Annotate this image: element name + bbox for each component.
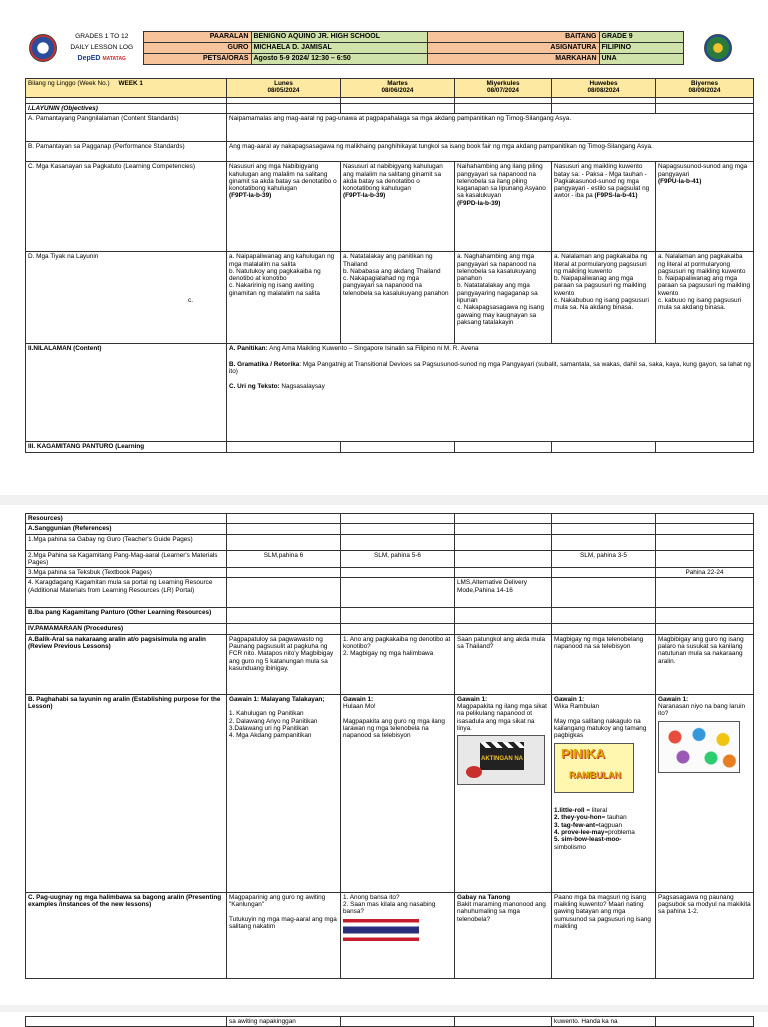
- review-tue: 1. Ano ang pagkakaiba ng denotibo at konotibo? 2. Magbigay ng mga halimbawa: [341, 634, 455, 694]
- dll-table-2: [25, 513, 754, 979]
- quarter-value: UNA: [599, 54, 683, 65]
- deped-wordmark: DepED MATATAG: [77, 55, 126, 62]
- procedures-title: IV.PAMAMARAAN (Procedures): [26, 624, 227, 634]
- purpose-mon: Gawain 1: Malayang Talakayan; 1. Kahulugan ng Panitikan 2. Dalawang Anyo ng Panitikan 3.Dalawang uri ng Panitikan 4. Mga Akdang pampanitikan: [227, 694, 341, 892]
- lm-pages-fri: [656, 550, 754, 568]
- grade-label: BAITANG: [427, 32, 599, 43]
- examples-wed: Gabay na Tanong Bakit maraming manonood ang nahuhumaling sa mga telenobela?: [455, 892, 552, 978]
- lm-pages-mon: SLM,pahina 6: [227, 550, 341, 568]
- deped-seal-icon: [29, 34, 57, 62]
- header-table: [25, 31, 753, 65]
- purpose-tue: Gawain 1: Hulaan Mo! Magpapakita ang guro ng mga ilang larawan ng mga telenobela na napanood sa telebisyon: [341, 694, 455, 892]
- date-value: Agosto 5-9 2024/ 12:30 – 6:50: [251, 54, 427, 65]
- review-fri: Magbibigay ang guro ng isang palaro na susukat sa kanilang natutunan mula sa nakaraang aralin.: [656, 634, 754, 694]
- tg-pages-label: 1.Mga pahina sa Gabay ng Guro (Teacher's Guide Pages): [26, 534, 227, 550]
- grades-label: GRADES 1 TO 12: [75, 33, 129, 40]
- week-cell: Bilang ng Linggo (Week No.) WEEK 1: [26, 79, 227, 98]
- content-standards-label: A. Pamantayang Pangnilalaman (Content Standards): [26, 114, 227, 142]
- purpose-label: B. Paghahabi sa layunin ng aralin (Establishing purpose for the Lesson): [26, 694, 227, 892]
- examples-thu: Paano mga ba magsuri ng isang maikling kuwento? Maari nating gawing batayan ang mga sumusunod sa pagsusuri ng isang maikling: [552, 892, 656, 978]
- specific-objectives-label: D. Mga Tiyak na Layunin c.: [26, 252, 227, 344]
- log-label: DAILY LESSON LOG: [70, 44, 134, 51]
- quarter-label: MARKAHAN: [427, 54, 599, 65]
- movie-board-label: AKTINGAN NA: [480, 748, 524, 770]
- review-label: A.Balik-Aral sa nakaraang aralin at/o pagsisimula ng aralin (Review Previous Lessons): [26, 634, 227, 694]
- competency-tue: Nasusuri at nabibigyang kahulugan ang malalim na salitang ginamit sa akda batay sa denotatibo o konotatibong kahulugan (F9PT-la-b-39): [341, 162, 455, 252]
- beyblade-toys-image: [658, 721, 740, 773]
- specific-objective-fri: a. Nalalaman ang pagkakaiba ng literal at pormularyong pagsusuri ng maikling kuwento b. Naipapaliwanag ang mga paraan sa pagsusuri ng maikling kwento c. kabuuo ng isang pagsusuri mula sa akdang binasa.: [656, 252, 754, 344]
- school-value: BENIGNO AQUINO JR. HIGH SCHOOL: [251, 32, 427, 43]
- materials-title: III. KAGAMITANG PANTURO (Learning: [26, 442, 227, 452]
- competency-wed: Naihahambing ang ilang piling pangyayari sa napanood na telenobela sa ilang piling kaganapan sa lipunang Asyano sa kasalukuyan (F9PD-la-b-39): [455, 162, 552, 252]
- day-header-fri: Biyernes 08/09/2024: [656, 79, 754, 98]
- specific-objective-thu: a. Nalalaman ang pagkakaiba ng literal at pormularyong pagsusuri ng maikling kuwento b. Naipapaliwanag ang mga paraan sa pagsusuri ng maikling kwento c. Nakabubuo ng isang pagsusuri mula sa. Na akdang binasa.: [552, 252, 656, 344]
- resources-cont: Resources): [26, 514, 227, 524]
- teacher-label: GURO: [143, 43, 251, 54]
- lm-pages-thu: SLM, pahina 3-5: [552, 550, 656, 568]
- competency-fri: Napagsusunod-sunod ang mga pangyayari (F9PU-la-b-41): [656, 162, 754, 252]
- lm-pages-wed: [455, 550, 552, 568]
- lr-portal-wed: LMS,Alternative Delivery Mode,Pahina 14-16: [455, 578, 552, 608]
- lm-pages-tue: SLM, pahina 5-6: [341, 550, 455, 568]
- pinika-text: PINIKA: [561, 745, 606, 761]
- content-standards-text: Naipamamalas ang mag-aaral ng pag-unawa at pagpapahalaga sa mga akdang pampanitikan ng Timog-Silangang Asya.: [227, 114, 754, 142]
- continued-thu: kuwento. Handa ka na: [552, 1017, 656, 1027]
- textbook-pages-thu: [552, 568, 656, 578]
- examples-fri: Pagsasagawa ng paunang pagsubok sa modyul na makikita sa pahina 1-2.: [656, 892, 754, 978]
- review-thu: Magbigay ng mga telenobelang napanood na sa telebisyon: [552, 634, 656, 694]
- review-mon: Pagpapatuloy sa pagwawasto ng Paunang pagsusulit at pagkuha ng FCR nito. Matapos nito'y Magbibigay ang guro ng 5 katanungan mula sa kasunduang ibinigay.: [227, 634, 341, 694]
- school-label: PAARALAN: [143, 32, 251, 43]
- wika-rambulan-image: [554, 743, 634, 793]
- subject-value: FILIPINO: [599, 43, 683, 54]
- performance-standards-text: Ang mag-aaral ay nakapagsasagawa ng malikhaing panghihikayat tungkol sa isang book fair ng mga akdang pampanitikan ng Timog-Silangang Asya.: [227, 142, 754, 162]
- page-3: [0, 1012, 768, 1024]
- teacher-value: MICHAELA D. JAMISAL: [251, 43, 427, 54]
- day-header-wed: Miyerkules 08/07/2024: [455, 79, 552, 98]
- jumbled-words-list: 1.little-roll = literal 2. they-you-hon= tauhan 3. tag-few-ant=tagpuan 4. prove-lee-may=problema 5. sim-bow-least-moo- simbolismo: [554, 807, 635, 851]
- purpose-fri: Gawain 1: Naranasan niyo na bang laruin ito?: [656, 694, 754, 892]
- objectives-title: I.LAYUNIN (Objectives): [26, 104, 227, 114]
- page-1: [0, 0, 768, 495]
- examples-tue: 1. Anong bansa ito? 2. Saan mas kilala ang nasabing bansa?: [341, 892, 455, 978]
- lm-pages-label: 2.Mga Pahina sa Kagamitang Pang-Mag-aaral (Learner's Materials Pages): [26, 550, 227, 568]
- textbook-pages-fri: Pahina 22-24: [656, 568, 754, 578]
- examples-label: C. Pag-uugnay ng mga halimbawa sa bagong aralin (Presenting examples /instances of the new lessons): [26, 892, 227, 978]
- dll-table-1: [25, 78, 754, 453]
- textbook-pages-label: 3.Mga pahina sa Teksbuk (Textbook Pages): [26, 568, 227, 578]
- subject-label: ASIGNATURA: [427, 43, 599, 54]
- specific-objective-tue: a. Natatalakay ang panitikan ng Thailand b. Nababasa ang akdang Thailand c. Nakapagialahad ng mga pangyayari sa napanood na telenobela sa kasalukuyang panahon: [341, 252, 455, 344]
- dll-table-3: [25, 1016, 754, 1027]
- continued-mon: sa awiting napakinggan: [227, 1017, 341, 1027]
- competency-mon: Nasusuri ang mga Nabibigyang kahulugan ang malalim na salitang ginamit sa akda batay sa denotatibo o konotatibong kahulugan (F9PT-la-b-39): [227, 162, 341, 252]
- lr-portal-label: 4. Karagdagang Kagamitan mula sa portal ng Learning Resource (Additional Materials from Learning Resources (LR) Portal): [26, 578, 227, 608]
- textbook-pages-wed: [455, 568, 552, 578]
- competency-thu: Nasusuri ang maikling kuwento batay sa: - Paksa - Mga tauhan - Pagkakasunod-sunod ng mga pangyayari - estilo sa pagsulat ng awtor - iba pa (F9PS-la-b-41): [552, 162, 656, 252]
- references-title: A.Sanggunian (References): [26, 524, 227, 534]
- day-header-mon: Lunes 08/05/2024: [227, 79, 341, 98]
- textbook-pages-mon: [227, 568, 341, 578]
- examples-mon: Magpaparinig ang guro ng awiting "Kanlungan" Tutukuyin ng mga mag-aaral ang mga salitang nakatim: [227, 892, 341, 978]
- page-2: [0, 505, 768, 1005]
- day-header-thu: Huwebes 08/08/2024: [552, 79, 656, 98]
- deped-logo-icon: [704, 34, 732, 62]
- movie-clapper-image: [457, 735, 545, 785]
- content-text: A. Panitikan: Ang Ama Maikling Kuwento – Singapore Isinalin sa Filipino ni M. R. Avena B. Gramatika / Retorika: Mga Pangatnig at Transitional Devices sa Pagsusunod-sunod ng mga Pangyayari (subalit, samantala, sa wakas, dahil sa, saka, kaya, kung gayon, sa lahat ng ito) C. Uri ng Teksto: Nagsasalaysay: [227, 344, 754, 442]
- content-title: II.NILALAMAN (Content): [26, 344, 227, 442]
- thailand-flag-icon: [343, 919, 419, 941]
- day-header-tue: Martes 08/06/2024: [341, 79, 455, 98]
- deped-logo-cell: [683, 32, 753, 65]
- specific-objective-wed: a. Naghahambing ang mga pangyayari sa napanood na telenobela sa kasalukuyang panahon b. Natatatalakay ang mga pangyayaring nagaganap sa lipunan c. Nakapagsasagawa ng isang gawaing may kaugnayan sa paksang tatalakayin: [455, 252, 552, 344]
- purpose-thu: Gawain 1: Wika Rambulan May mga salitang nakagulo na kailangang matukoy ang tamang pagbigkas PINIKA RAMBULAN 1.little-roll = literal 2. they-you-hon= tauhan 3. tag-few-ant=tagpuan 4. prove-lee-may=problema 5. sim-bow-least-moo- simbolismo: [552, 694, 656, 892]
- textbook-pages-tue: [341, 568, 455, 578]
- competencies-label: C. Mga Kasanayan sa Pagkatuto (Learning Competencies): [26, 162, 227, 252]
- performance-standards-label: B. Pamantayan sa Pagganap (Performance Standards): [26, 142, 227, 162]
- grade-value: GRADE 9: [599, 32, 683, 43]
- date-label: PETSA/ORAS: [143, 54, 251, 65]
- purpose-wed: Gawain 1: Magpapakita ng ilang mga sikat na pelikulang napanood ot isasadula ang mga sikat na linya. AKTINGAN NA: [455, 694, 552, 892]
- rambulan-text: RAMBULAN: [569, 769, 621, 780]
- deped-seal-cell: [25, 32, 61, 65]
- review-wed: Saan patungkol ang akda mula sa Thailand?: [455, 634, 552, 694]
- other-resources-label: B.Iba pang Kagamitang Panturo (Other Learning Resources): [26, 608, 227, 624]
- specific-objective-mon: a. Naipapaliwanag ang kahulugan ng mga malalalim na salita b. Natutukoy ang pagkakaiba ng denotibo at konotibo c. Nakaririnig ng isang awiting ginamitan ng malalalim na salita: [227, 252, 341, 344]
- popcorn-icon: [466, 766, 482, 778]
